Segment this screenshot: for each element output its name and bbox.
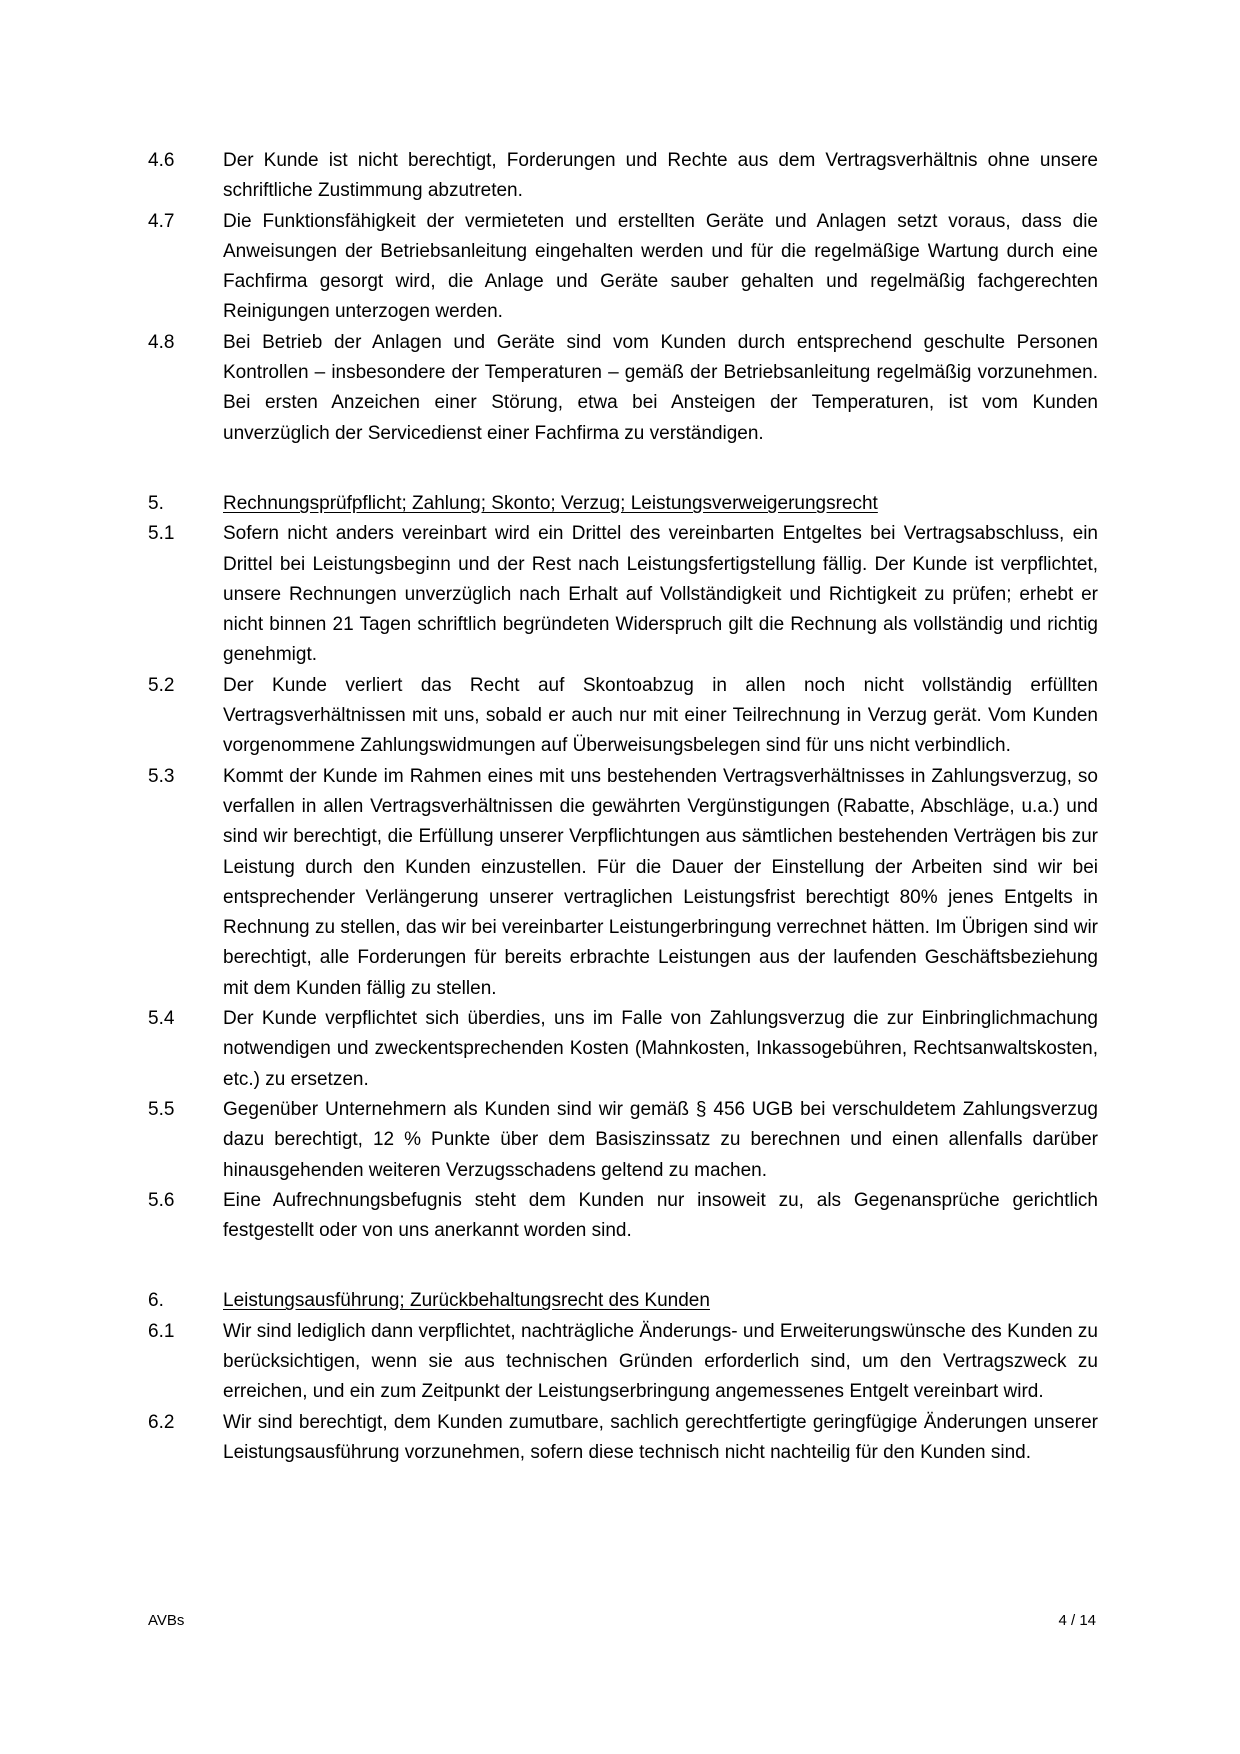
clause-number: 6.2	[148, 1411, 175, 1433]
clause-number: 4.6	[148, 150, 175, 171]
clause-text: Gegenüber Unternehmern als Kunden sind wir gemäß § 456 UGB bei verschuldetem Zahlungsverzug dazu berechtigt, 12 % Punkte über dem Basiszinssatz zu berechnen und einen allenfalls darüber hinausgehenden weiteren Verzugsschadens geltend zu machen.	[223, 1098, 1098, 1181]
clause-number: 4.8	[148, 331, 175, 353]
clause-number: 5.1	[148, 523, 175, 545]
clause-4-8	[148, 328, 1098, 449]
section-title: Rechnungsprüfpflicht; Zahlung; Skonto; Verzug; Leistungsverweigerungsrecht	[223, 492, 878, 514]
clause-4-7	[148, 207, 1098, 328]
section-5-heading	[148, 489, 1098, 519]
clause-text: Wir sind berechtigt, dem Kunden zumutbare, sachlich gerechtfertigte geringfügige Änderungen unserer Leistungsausführung vorzunehmen, sofern diese technisch nicht nachteilig für den Kunden sind.	[223, 1411, 1098, 1463]
footer-document-label: AVBs	[148, 1612, 185, 1629]
clause-text: Eine Aufrechnungsbefugnis steht dem Kunden nur insoweit zu, als Gegenansprüche gerichtlich festgestellt oder von uns anerkannt worden sind.	[223, 1189, 1098, 1242]
section-spacer	[148, 1246, 1098, 1286]
clause-text: Der Kunde verpflichtet sich überdies, uns im Falle von Zahlungsverzug die zur Einbringlichmachung notwendigen und zweckentsprechenden Kosten (Mahnkosten, Inkassogebühren, Rechtsanwaltskosten, etc.) zu ersetzen.	[223, 1008, 1098, 1090]
clause-number: 5.6	[148, 1189, 175, 1211]
clause-text: Der Kunde verliert das Recht auf Skontoabzug in allen noch nicht vollständig erfüllten Vertragsverhältnissen mit uns, sobald er auch nur mit einer Teilrechnung in Verzug gerät. Vom Kunden vorgenommene Zahlungswidmungen auf Überweisungsbelegen sind für uns nicht verbindlich.	[223, 674, 1098, 757]
clause-text: Die Funktionsfähigkeit der vermieteten und erstellten Geräte und Anlagen setzt voraus, dass die Anweisungen der Betriebsanleitung eingehalten werden und für die regelmäßige Wartung durch eine Fachfirma gesorgt wird, die Anlage und Geräte sauber gehalten und regelmäßig fachgerechten Reinigungen unterzogen werden.	[223, 210, 1098, 323]
clause-5-3	[148, 762, 1098, 1004]
clause-text: Kommt der Kunde im Rahmen eines mit uns bestehenden Vertragsverhältnisses in Zahlungsverzug, so verfallen in allen Vertragsverhältnissen die gewährten Vergünstigungen (Rabatte, Abschläge, u.a.) und sind wir berechtigt, die Erfüllung unserer Verpflichtungen aus sämtlichen bestehenden Verträgen bis zur Leistung durch den Kunden einzustellen. Für die Dauer der Einstellung der Arbeiten sind wir bei entsprechender Verlängerung unserer vertraglichen Leistungsfrist berechtigt 80% jenes Entgelts in Rechnung zu stellen, das wir bei vereinbarter Leistungerbringung verrechnet hätten. Im Übrigen sind wir berechtigt, alle Forderungen für bereits erbrachte Leistungen aus der laufenden Geschäftsbeziehung mit dem Kunden fällig zu stellen.	[223, 765, 1098, 999]
section-6-heading	[148, 1286, 1098, 1316]
clause-number: 5.3	[148, 765, 175, 787]
clause-text: Bei Betrieb der Anlagen und Geräte sind vom Kunden durch entsprechend geschulte Personen Kontrollen – insbesondere der Temperaturen – gemäß der Betriebsanleitung regelmäßig vorzunehmen. Bei ersten Anzeichen einer Störung, etwa bei Ansteigen der Temperaturen, ist vom Kunden unverzüglich der Servicedienst einer Fachfirma zu verständigen.	[223, 331, 1098, 444]
clause-number: 6.1	[148, 1320, 175, 1342]
clause-number: 5.2	[148, 674, 175, 696]
clause-6-1	[148, 1317, 1098, 1408]
clause-5-6	[148, 1186, 1098, 1247]
clause-number: 4.7	[148, 210, 175, 232]
clause-5-4	[148, 1004, 1098, 1095]
section-spacer	[148, 449, 1098, 489]
clause-text: Der Kunde ist nicht berechtigt, Forderungen und Rechte aus dem Vertragsverhältnis ohne unsere schriftliche Zustimmung abzutreten.	[223, 150, 1098, 202]
clause-6-2	[148, 1408, 1098, 1469]
section-number: 6.	[148, 1290, 164, 1312]
section-title: Leistungsausführung; Zurückbehaltungsrecht des Kunden	[223, 1290, 710, 1312]
clause-5-1	[148, 519, 1098, 670]
footer-page-number: 4 / 14	[1058, 1612, 1096, 1629]
clause-5-2	[148, 671, 1098, 762]
clause-text: Sofern nicht anders vereinbart wird ein Drittel des vereinbarten Entgeltes bei Vertragsabschluss, ein Drittel bei Leistungsbeginn und der Rest nach Leistungsfertigstellung fällig. Der Kunde ist verpflichtet, unsere Rechnungen unverzüglich nach Erhalt auf Vollständigkeit und Richtigkeit zu prüfen; erhebt er nicht binnen 21 Tagen schriftlich begründeten Widerspruch gilt die Rechnung als vollständig und richtig genehmigt.	[223, 523, 1098, 666]
document-body	[148, 146, 1098, 1468]
clause-text: Wir sind lediglich dann verpflichtet, nachträgliche Änderungs- und Erweiterungswünsche des Kunden zu berücksichtigen, wenn sie aus technischen Gründen erforderlich sind, um den Vertragszweck zu erreichen, und ein zum Zeitpunkt der Leistungserbringung angemessenes Entgelt vereinbart wird.	[223, 1320, 1098, 1403]
clause-number: 5.4	[148, 1008, 175, 1030]
section-number: 5.	[148, 492, 164, 514]
clause-4-6	[148, 146, 1098, 207]
clause-5-5	[148, 1095, 1098, 1186]
clause-number: 5.5	[148, 1098, 175, 1120]
